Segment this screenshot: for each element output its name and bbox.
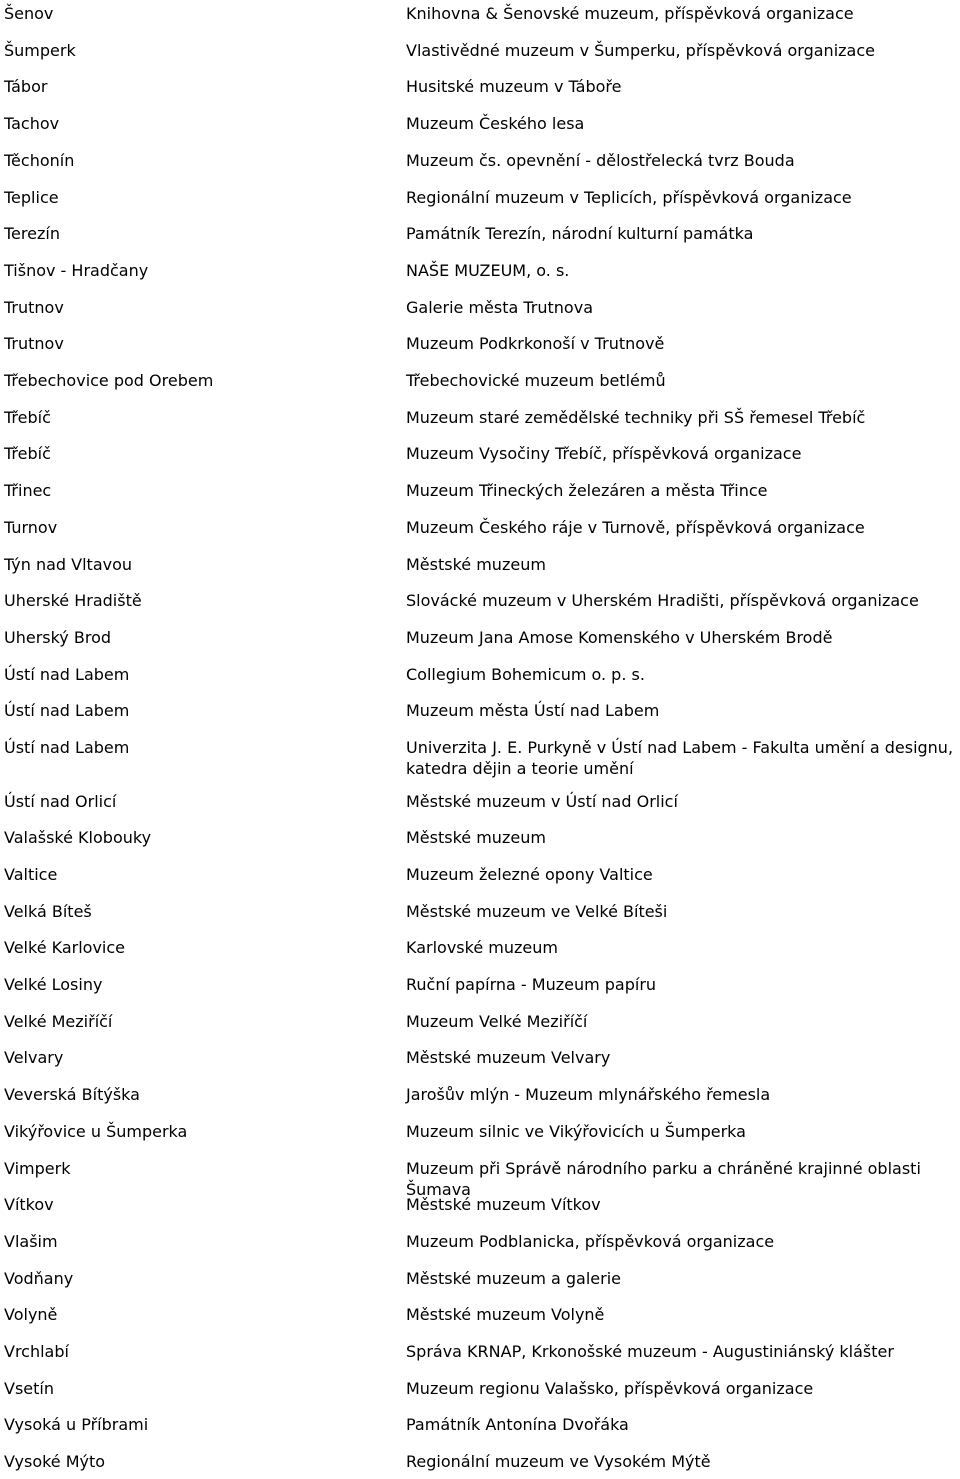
city-name: Vysoké Mýto [4, 1452, 106, 1472]
museum-name: Knihovna & Šenovské muzeum, příspěvková organizace [406, 4, 854, 23]
city-name: Velké Karlovice [4, 938, 125, 958]
museum-name: Muzeum regionu Valašsko, příspěvková organizace [406, 1378, 814, 1398]
museum-name: Galerie města Trutnova [406, 297, 593, 317]
city-name: Volyně [4, 1305, 58, 1325]
museum-name: Muzeum silnic ve Vikýřovicích u Šumperka [406, 1121, 746, 1141]
city-name: Vítkov [4, 1195, 54, 1215]
museum-name: Správa KRNAP, Krkonošské muzeum - Augustiniánský klášter [406, 1342, 894, 1361]
museum-name: Městské muzeum v Ústí nad Orlicí [406, 791, 678, 811]
city-name: Turnov [4, 517, 58, 537]
city-name: Teplice [4, 187, 59, 207]
city-name: Vysoká u Příbrami [4, 1415, 149, 1435]
city-name: Velké Losiny [4, 975, 103, 994]
city-name: Těchonín [4, 150, 75, 170]
city-name: Valašské Klobouky [4, 828, 152, 848]
city-name: Trutnov [4, 297, 64, 317]
city-name: Třebechovice pod Orebem [4, 371, 214, 390]
museum-name: Muzeum Třineckých železáren a města Třince [406, 481, 768, 501]
city-name: Tábor [4, 77, 48, 97]
museum-name: Muzeum Podblanicka, příspěvková organizace [406, 1231, 775, 1251]
museum-name: Muzeum Vysočiny Třebíč, příspěvková organizace [406, 444, 802, 464]
city-name: Šumperk [4, 40, 76, 60]
museum-name: Muzeum města Ústí nad Labem [406, 701, 660, 721]
museum-name: Městské muzeum a galerie [406, 1268, 622, 1288]
museum-name: NAŠE MUZEUM, o. s. [406, 260, 570, 280]
city-name: Uherský Brod [4, 627, 112, 647]
city-name: Šenov [4, 4, 54, 23]
city-name: Třinec [4, 481, 52, 501]
museum-name: Jarošův mlýn - Muzeum mlynářského řemesla [406, 1085, 771, 1105]
city-name: Velká Bíteš [4, 901, 92, 921]
museum-name: Muzeum staré zemědělské techniky při SŠ řemesel Třebíč [406, 407, 866, 427]
city-name: Ústí nad Labem [4, 738, 130, 757]
city-name: Ústí nad Orlicí [4, 791, 117, 811]
city-name: Valtice [4, 864, 58, 884]
city-name: Ústí nad Labem [4, 701, 130, 721]
city-name: Vlašim [4, 1231, 58, 1251]
museum-name: Vlastivědné muzeum v Šumperku, příspěvková organizace [406, 40, 875, 60]
museum-name: Ruční papírna - Muzeum papíru [406, 975, 657, 994]
museum-name: Muzeum Českého lesa [406, 114, 585, 134]
city-name: Vodňany [4, 1268, 74, 1288]
museum-name: Městské muzeum [406, 828, 546, 848]
museum-name: Městské muzeum Velvary [406, 1048, 611, 1068]
museum-name: Regionální muzeum v Teplicích, příspěvková organizace [406, 187, 852, 207]
museum-name: Regionální muzeum ve Vysokém Mýtě [406, 1452, 711, 1472]
city-name: Vikýřovice u Šumperka [4, 1121, 188, 1141]
museum-name: Slovácké muzeum v Uherském Hradišti, příspěvková organizace [406, 591, 919, 611]
city-name: Terezín [4, 224, 60, 244]
city-name: Vimperk [4, 1158, 71, 1178]
museum-name: Muzeum čs. opevnění - dělostřelecká tvrz Bouda [406, 150, 795, 170]
city-name: Vrchlabí [4, 1342, 69, 1361]
museum-name: Muzeum železné opony Valtice [406, 864, 653, 884]
museum-name: Městské muzeum Vítkov [406, 1195, 601, 1215]
museum-name: Husitské muzeum v Táboře [406, 77, 622, 97]
city-name: Vsetín [4, 1378, 54, 1398]
city-name: Tachov [4, 114, 60, 134]
museum-name: Památník Terezín, národní kulturní památka [406, 224, 754, 244]
museum-name: Univerzita J. E. Purkyně v Ústí nad Labem - Fakulta umění a designu, katedra dějin a teorie umění [406, 738, 954, 778]
museum-name: Karlovské muzeum [406, 938, 558, 958]
museum-name: Městské muzeum ve Velké Bíteši [406, 901, 668, 921]
city-name: Tišnov - Hradčany [4, 260, 149, 280]
museum-name: Památník Antonína Dvořáka [406, 1415, 629, 1435]
city-name: Týn nad Vltavou [4, 554, 133, 574]
museum-name: Městské muzeum Volyně [406, 1305, 605, 1325]
museum-name: Třebechovické muzeum betlémů [406, 371, 666, 390]
city-name: Velvary [4, 1048, 64, 1068]
museum-name: Collegium Bohemicum o. p. s. [406, 664, 645, 684]
city-name: Ústí nad Labem [4, 664, 130, 684]
museum-name: Muzeum Velké Meziříčí [406, 1011, 588, 1031]
city-name: Třebíč [4, 444, 51, 464]
museum-name: Muzeum Českého ráje v Turnově, příspěvková organizace [406, 517, 865, 537]
museum-name: Muzeum Podkrkonoší v Trutnově [406, 334, 665, 354]
city-name: Třebíč [4, 407, 51, 427]
museum-name: Městské muzeum [406, 554, 546, 574]
city-name: Uherské Hradiště [4, 591, 142, 611]
museum-name: Muzeum při Správě národního parku a chráněné krajinné oblasti Šumava [406, 1158, 921, 1199]
city-name: Velké Meziříčí [4, 1011, 113, 1031]
city-name: Trutnov [4, 334, 64, 354]
museum-name: Muzeum Jana Amose Komenského v Uherském Brodě [406, 627, 833, 647]
city-name: Veverská Bítýška [4, 1085, 140, 1105]
